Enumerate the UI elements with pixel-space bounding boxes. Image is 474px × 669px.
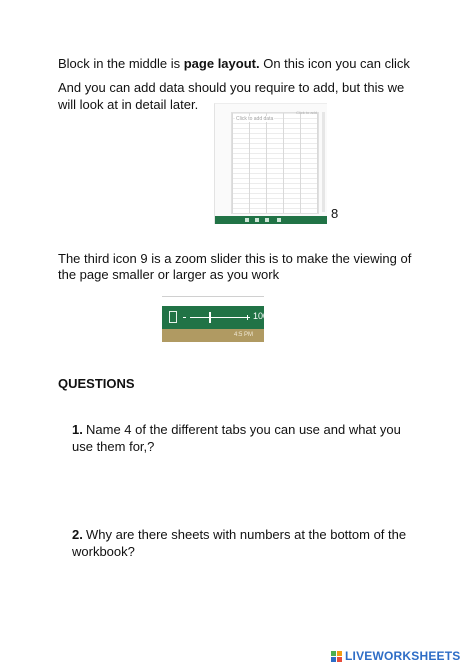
taskbar — [162, 329, 264, 342]
zoom-percent: 100 — [253, 311, 269, 321]
normal-view-icon — [245, 218, 249, 222]
question-1-number: 1. — [72, 422, 83, 437]
intro-line-1-suffix: On this icon you can click — [259, 56, 410, 71]
taskbar-clock: 4:5 PM — [234, 332, 254, 338]
question-1-line-2: use them for,? — [72, 439, 155, 454]
intro-line-2: And you can add data should you require to add, but this we — [58, 80, 405, 95]
zoom-text-line-1: The third icon 9 is a zoom slider this is to make the viewing of — [58, 251, 412, 266]
zoom-slider-track — [190, 317, 246, 318]
page-view-icon — [169, 311, 177, 323]
liveworksheets-brand: LIVEWORKSHEETS — [345, 649, 461, 663]
zoom-icon — [277, 218, 281, 222]
excel-status-bar — [162, 306, 269, 329]
zoom-text-line-2: the page smaller or larger as you work — [58, 267, 280, 282]
icon-number-8: 8 — [331, 206, 339, 221]
page-layout-screenshot — [214, 103, 327, 224]
page-layout-term: page layout. — [183, 56, 260, 71]
zoom-slider-thumb — [209, 312, 211, 323]
question-2-line-2: workbook? — [72, 544, 135, 559]
liveworksheets-logo-icon — [331, 651, 343, 663]
vertical-scrollbar — [322, 112, 325, 212]
page-break-icon — [265, 218, 269, 222]
questions-heading: QUESTIONS — [58, 376, 135, 391]
question-2-number: 2. — [72, 527, 83, 542]
intro-line-1 — [58, 55, 410, 72]
zoom-in-icon-vertical — [247, 315, 248, 320]
zoom-slider-screenshot — [162, 296, 269, 342]
excel-status-bar — [215, 216, 327, 224]
header-hint: Click to add — [296, 110, 317, 115]
intro-line-1-prefix: Block in the middle is — [58, 56, 184, 71]
zoom-out-icon — [183, 317, 186, 318]
question-1-line-1: Name 4 of the different tabs you can use and what you — [86, 422, 401, 437]
intro-line-3: will look at in detail later. — [58, 97, 199, 112]
worksheet-page — [231, 112, 319, 214]
page-layout-icon — [255, 218, 259, 222]
question-2-line-1: Why are there sheets with numbers at the bottom of the — [86, 527, 407, 542]
click-to-add-data-hint: Click to add data — [236, 116, 274, 122]
divider — [162, 296, 264, 297]
